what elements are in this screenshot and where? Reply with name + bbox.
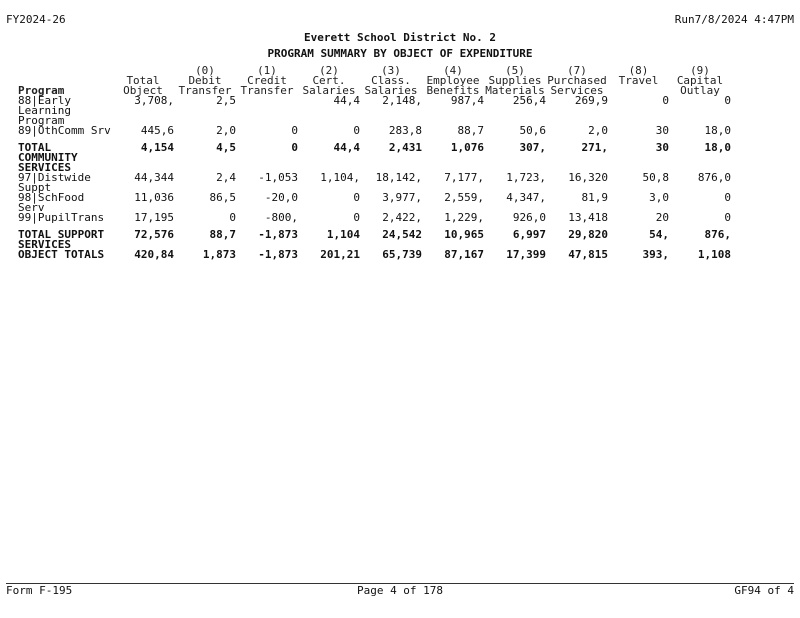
program-column-header: Program [18, 84, 65, 96]
amount-cell: 2,431 [388, 143, 422, 154]
amount-cell: 4,347, [506, 193, 546, 204]
amount-cell: 2,422, [382, 213, 422, 224]
column-subtitle: Transfer [178, 86, 232, 96]
amount-cell: 2,0 [588, 126, 608, 137]
table-row [18, 173, 731, 193]
column-title: Employee [426, 76, 480, 86]
amount-cell: 0 [724, 193, 731, 204]
column-subtitle: Transfer [240, 86, 294, 96]
amount-cell: 0 [724, 96, 731, 107]
column-title: Supplies [488, 76, 542, 86]
total-row [18, 230, 731, 250]
amount-cell: 0 [353, 126, 360, 137]
column-subtitle: Materials [485, 86, 545, 96]
amount-cell: 44,4 [333, 143, 360, 154]
amount-cell: 11,036 [134, 193, 174, 204]
amount-cell: 16,320 [568, 173, 608, 184]
amount-cell: 283,8 [388, 126, 422, 137]
amount-cell: -800, [264, 213, 298, 224]
amount-cell: -1,873 [258, 250, 298, 261]
amount-cell: 47,815 [568, 250, 608, 261]
amount-cell: 3,977, [382, 193, 422, 204]
amount-cell: 3,0 [649, 193, 669, 204]
amount-cell: 0 [662, 96, 669, 107]
amount-cell: 201,21 [320, 250, 360, 261]
table-body [18, 96, 731, 262]
amount-cell: 1,108 [697, 250, 731, 261]
amount-cell: 1,723, [506, 173, 546, 184]
amount-cell: 1,229, [444, 213, 484, 224]
amount-cell: 20 [655, 213, 669, 224]
amount-cell: -20,0 [264, 193, 298, 204]
column-subtitle: Object [123, 86, 163, 96]
column-number: (3) [381, 66, 401, 76]
amount-cell: 44,4 [333, 96, 360, 107]
amount-cell: 50,6 [519, 126, 546, 137]
page-number: Page 4 of 178 [356, 584, 444, 597]
table-row [18, 96, 731, 126]
amount-cell: -1,053 [258, 173, 298, 184]
column-title: Class. [371, 76, 411, 86]
amount-cell: 445,6 [140, 126, 174, 137]
program-name: 99|PupilTrans [18, 213, 105, 224]
amount-cell: 72,576 [134, 230, 174, 241]
amount-cell: 271, [581, 143, 608, 154]
column-subtitle: Salaries [302, 86, 356, 96]
amount-cell: 0 [291, 126, 298, 137]
amount-cell: 86,5 [209, 193, 236, 204]
expenditure-table [18, 66, 731, 262]
amount-cell: 2,0 [216, 126, 236, 137]
amount-cell: 0 [353, 213, 360, 224]
amount-cell: 1,873 [202, 250, 236, 261]
column-number: (8) [628, 66, 649, 76]
column-subtitle: Services [550, 86, 604, 96]
program-name: 97|Distwide Suppt [18, 173, 91, 193]
program-name: 88|Early Learning Program [18, 96, 71, 126]
amount-cell: 0 [353, 193, 360, 204]
table-row [18, 126, 731, 143]
page-code: GF94 of 4 [734, 584, 794, 597]
amount-cell: 17,195 [134, 213, 174, 224]
amount-cell: 0 [724, 213, 731, 224]
amount-cell: 10,965 [444, 230, 484, 241]
amount-cell: 44,344 [134, 173, 174, 184]
amount-cell: 65,739 [382, 250, 422, 261]
amount-cell: 6,997 [512, 230, 546, 241]
fiscal-year-label: FY2024-26 [6, 13, 66, 26]
amount-cell: 87,167 [444, 250, 484, 261]
amount-cell: 876, [704, 230, 731, 241]
report-title: PROGRAM SUMMARY BY OBJECT OF EXPENDITURE [267, 47, 533, 60]
amount-cell: 30 [655, 126, 669, 137]
program-name: OBJECT TOTALS [18, 250, 105, 261]
amount-cell: 88,7 [457, 126, 484, 137]
amount-cell: 0 [229, 213, 236, 224]
amount-cell [236, 96, 298, 126]
amount-cell: 2,5 [216, 96, 236, 107]
amount-cell: 2,559, [444, 193, 484, 204]
table-header [18, 66, 731, 96]
column-number: (4) [443, 66, 463, 76]
amount-cell: 0 [291, 143, 298, 154]
column-title: Purchased [547, 76, 607, 86]
amount-cell: 18,0 [704, 143, 731, 154]
column-title: Travel [618, 76, 659, 86]
amount-cell: 50,8 [642, 173, 669, 184]
column-number: (2) [319, 66, 339, 76]
amount-cell: 1,104 [326, 230, 360, 241]
district-title: Everett School District No. 2 [303, 31, 497, 44]
amount-cell: -1,873 [258, 230, 298, 241]
amount-cell: 876,0 [697, 173, 731, 184]
amount-cell: 18,0 [704, 126, 731, 137]
column-subtitle: Salaries [364, 86, 418, 96]
column-number: (7) [567, 66, 587, 76]
run-timestamp: Run7/8/2024 4:47PM [674, 13, 794, 26]
amount-cell: 29,820 [568, 230, 608, 241]
amount-cell: 1,076 [450, 143, 484, 154]
column-title: Credit [247, 76, 287, 86]
total-row [18, 250, 731, 262]
amount-cell: 307, [519, 143, 546, 154]
amount-cell: 393, [642, 250, 669, 261]
column-title: Cert. [312, 76, 346, 86]
form-number: Form F-195 [6, 584, 73, 597]
table-row [18, 213, 731, 230]
amount-cell: 987,4 [450, 96, 484, 107]
amount-cell: 2,4 [216, 173, 236, 184]
amount-cell: 18,142, [375, 173, 422, 184]
column-title: Capital [676, 76, 724, 86]
amount-cell: 17,399 [506, 250, 546, 261]
column-subtitle: Benefits [426, 86, 480, 96]
column-number: (5) [505, 66, 525, 76]
amount-cell: 7,177, [444, 173, 484, 184]
amount-cell: 13,418 [568, 213, 608, 224]
amount-cell: 30 [655, 143, 669, 154]
table-row [18, 193, 731, 213]
column-title: Debit [188, 76, 222, 86]
amount-cell: 4,5 [216, 143, 236, 154]
column-number: (0) [195, 66, 215, 76]
column-subtitle [608, 86, 669, 96]
total-row [18, 143, 731, 173]
amount-cell: 88,7 [209, 230, 236, 241]
amount-cell: 24,542 [382, 230, 422, 241]
column-number [112, 66, 174, 76]
program-name: 98|SchFood Serv [18, 193, 85, 213]
amount-cell: 54, [649, 230, 669, 241]
amount-cell: 926,0 [512, 213, 546, 224]
amount-cell: 2,148, [382, 96, 422, 107]
column-title: Total [126, 76, 160, 86]
program-name: TOTAL SUPPORT SERVICES [18, 230, 105, 250]
amount-cell: 256,4 [512, 96, 546, 107]
program-name: TOTAL COMMUNITY SERVICES [18, 143, 78, 173]
column-number: (1) [257, 66, 277, 76]
program-name: 89|OthComm Srv [18, 126, 111, 137]
amount-cell: 1,104, [320, 173, 360, 184]
amount-cell: 420,84 [134, 250, 174, 261]
amount-cell: 3,708, [134, 96, 174, 107]
amount-cell: 269,9 [574, 96, 608, 107]
amount-cell: 81,9 [581, 193, 608, 204]
column-subtitle: Outlay [680, 86, 720, 96]
column-number: (9) [690, 66, 710, 76]
amount-cell: 4,154 [140, 143, 174, 154]
